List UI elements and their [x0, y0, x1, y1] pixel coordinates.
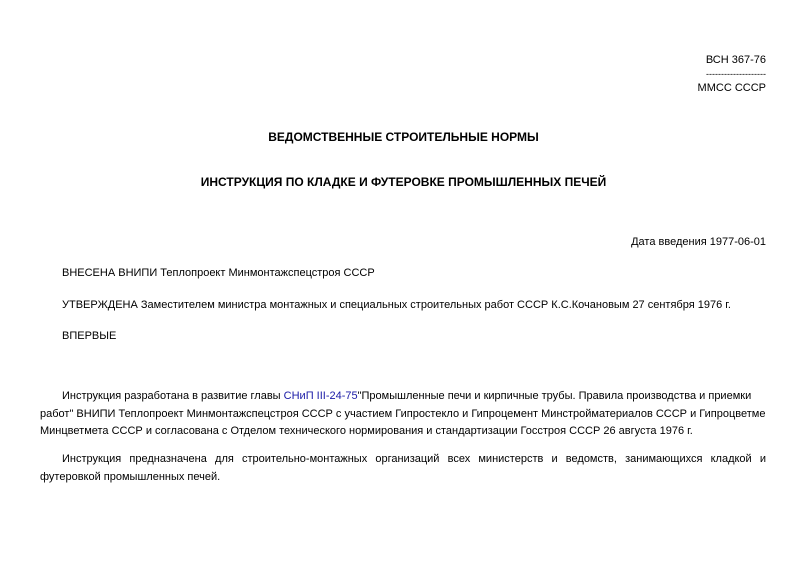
- paragraph-development: [40, 388, 766, 441]
- paragraph-development-line3: Минцветмета СССР и согласована с Отделом технического нормирования и стандартизации Госстроя СССР 26 августа 1976 г.: [40, 425, 693, 437]
- document-type-title: ВЕДОМСТВЕННЫЕ СТРОИТЕЛЬНЫЕ НОРМЫ: [268, 130, 539, 144]
- issuing-organization: ММСС СССР: [697, 82, 766, 94]
- paragraph-development-line2: работ" ВНИПИ Теплопроект Минмонтажспецстроя СССР с участием Гипростекло и Гипроцемент Минстройматериалов СССР и Гипроцветме: [40, 407, 766, 420]
- first-edition-note: ВПЕРВЫЕ: [62, 330, 117, 342]
- document-title: ИНСТРУКЦИЯ ПО КЛАДКЕ И ФУТЕРОВКЕ ПРОМЫШЛЕННЫХ ПЕЧЕЙ: [200, 175, 607, 189]
- approved-by: УТВЕРЖДЕНА Заместителем министра монтажных и специальных строительных работ СССР К.С.Кочановым 27 сентября 1976 г.: [62, 299, 731, 311]
- paragraph-purpose: Инструкция предназначена для строительно-монтажных организаций всех министерств и ведомств, занимающихся кладкой и футеровкой промышленных печей.: [40, 453, 766, 483]
- paragraph-development-line1-rest: "Промышленные печи и кирпичные трубы. Правила производства и приемки: [357, 390, 752, 402]
- effective-date: Дата введения 1977-06-01: [631, 236, 766, 248]
- document-code: ВСН 367-76: [705, 54, 766, 66]
- snip-link[interactable]: СНиП III-24-75: [283, 390, 358, 402]
- submitted-by: ВНЕСЕНА ВНИПИ Теплопроект Минмонтажспецстроя СССР: [62, 267, 375, 279]
- code-separator: --------------------: [706, 69, 766, 79]
- document-code-block: [698, 53, 766, 96]
- paragraph-development-lead: Инструкция разработана в развитие главы: [62, 390, 284, 402]
